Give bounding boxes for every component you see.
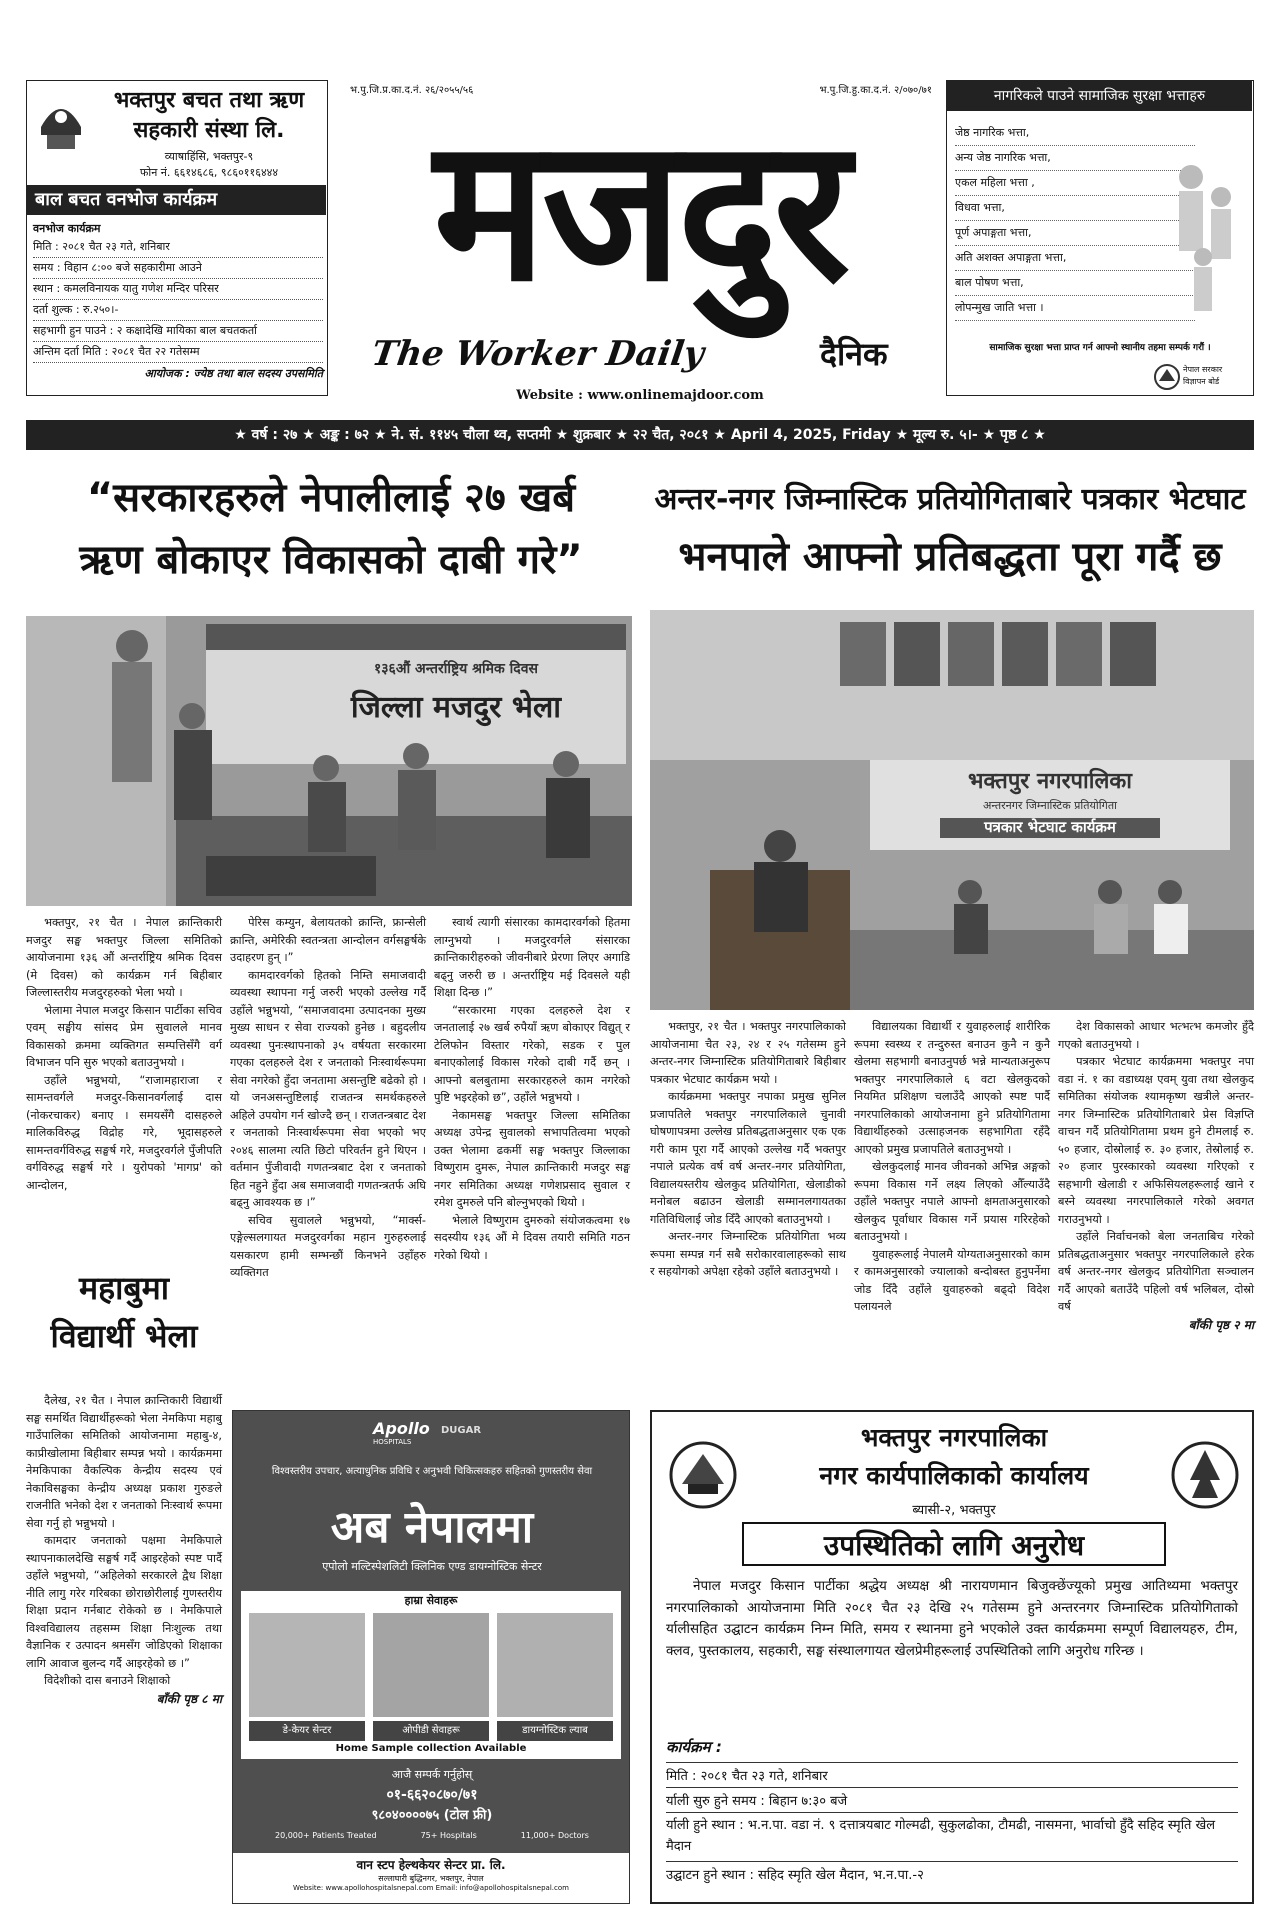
story2-paragraph: भक्तपुर, २१ चैत । भक्तपुर नगरपालिकाको आयोजनामा चैत २३, २४ र २५ गतेसम्म हुने अन्तर-नगर जिम्नास्टिक प्रतियोगिताबारे बिहीबार पत्रकार भेटघाट कार्यक्रम भयो । <box>650 1020 846 1086</box>
story2-banner-event: पत्रकार भेटघाट कार्यक्रम <box>940 818 1160 838</box>
service-label: ओपीडी सेवाहरू <box>373 1721 489 1741</box>
story1-paragraph: कामदारवर्गको हितको निम्ति समाजवादी व्यवस्था स्थापना गर्नु जरुरी भएको उल्लेख गर्दै उहाँले भन्नुभयो, “समाजवादमा उत्पादनका मुख्य मुख्य साधन र सेवा राज्यको हुनेछ । बहुदलीय व्यवस्था पुनःस्थापनाको ३५ वर्षयता सरकारमा गएका दलहरुले देश र जनताको निःस्वार्थरूपमा सेवा नगरेको हुँदा जनतामा असन्तुष्टि बढेको हो । यो जनअसन्तुष्टिलाई राजतन्त्र समर्थकहरुले अहिले उपयोग गर्न खोज्दै छन् । राजतन्त्रबाट देश र जनताको निःस्वार्थरूपमा सेवा भएको भए २०४६ सालमा त्यति छिटो परिवर्तन हुने थिएन । वर्तमान पुँजीवादी गणतन्त्रबाट देश र जनताको हित नहुने हुँदा अब समाजवादी गणतन्त्रतर्फ अघि बढ्नु आवश्यक छ ।” <box>230 968 426 1209</box>
notice-program-label: कार्यक्रम : <box>666 1738 722 1756</box>
municipality-logo-left <box>668 1440 738 1510</box>
story2-paragraph: अन्तर-नगर जिम्नास्टिक प्रतियोगिता भव्य रूपमा सम्पन्न गर्न सबै सरोकारवालाहरूको साथ र सहयोगको अपेक्षा रहेको उहाँले बताउनुभयो । <box>650 1230 846 1278</box>
dugar-logo <box>441 1425 501 1436</box>
story1-paragraph: उहाँले भन्नुभयो, “राजामहाराजा र सामन्तवर्गले मजदुर-किसानवर्गलाई दास (नोकरचाकर) बनाए । समयसँगै दासहरुले मालिकविरुद्ध विद्रोह गरे, भूदासहरुले सामन्तवर्गविरुद्ध सङ्घर्ष गरे, मजदुरवर्गले पुँजीपति वर्गविरुद्ध सङ्घर्ष गरे । युरोपको 'मागप्र' को आन्दोलन, <box>26 1073 222 1192</box>
allowance-item: जेष्ठ नागरिक भत्ता, <box>955 121 1195 146</box>
program-line: स्थान : कमलविनायक यातु गणेश मन्दिर परिसर <box>33 279 323 300</box>
notice-body: नेपाल मजदुर किसान पार्टीका श्रद्धेय अध्यक्ष श्री नारायणमान बिजुक्छेंज्यूको प्रमुख आतिथ्यमा भक्तपुर नगरपालिकाको आयोजनामा मिति २०८१ चैत २३ देखि २५ गतेसम्म हुने अन्तरनगर जिम्नास्टिक प्रतियोगिताको र्यालीसहित उद्घाटन कार्यक्रम निम्न मिति, समय र स्थानमा हुने भएकोले उक्त कार्यक्रममा सम्पूर्ण विद्यालयहरु, टीम, क्लव, पुस्तकालय, सहकारी, सङ्घ संस्थालगायत खेलप्रेमीहरूलाई उपस्थितिको लागि अनुरोध गरिन्छ । <box>666 1578 1238 1659</box>
apollo-logo <box>373 1419 433 1459</box>
story1-headline <box>26 472 636 586</box>
story2-paragraph: कार्यक्रममा भक्तपुर नपाका प्रमुख सुनिल प्रजापतिले भक्तपुर नगरपालिकाले चुनावी घोषणापत्रमा उल्लेख प्रतिबद्धताअनुसार एक एक गरी काम पूरा गर्दै आएको उल्लेख गर्दै भक्तपुर नपाले प्रत्येक वर्ष वर्ष अन्तर-नगर प्रतियोगिता, विद्यालयस्तरीय खेलकुद प्रतियोगिता, खेलाडीको मनोबल बढाउन खेलाडी सम्मानलगायतका गतिविधिलाई जोड दिँदै आएको बताउनुभयो । <box>650 1090 846 1226</box>
allowance-item: विधवा भत्ता, <box>955 196 1195 221</box>
stat-patients: 20,000+ Patients Treated <box>274 1831 377 1840</box>
social-security-list <box>955 121 1195 321</box>
story2-banner-title: भक्तपुर नगरपालिका <box>968 769 1132 794</box>
story3-headline-line2: विद्यार्थी भेला <box>50 1316 198 1355</box>
stat-hospitals: 75+ Hospitals <box>420 1831 477 1840</box>
story1-paragraph: भक्तपुर, २१ चैत । नेपाल क्रान्तिकारी मजदुर सङ्घ भक्तपुर जिल्ला समितिको आयोजनामा १३६ औं अन्तर्राष्ट्रिय श्रमिक दिवस (मे दिवस) को कार्यक्रम गर्न बिहीबार जिल्लास्तरीय मजदुरहरुको भेला भयो । <box>26 916 222 999</box>
apollo-brand: Apollo <box>373 1419 430 1438</box>
story1-column-2 <box>230 914 426 1282</box>
notice-org: भक्तपुर नगरपालिका <box>860 1423 1048 1452</box>
gov-label: नेपाल सरकार <box>1183 365 1223 374</box>
story1-paragraph: नेकामसङ्घ भक्तपुर जिल्ला समितिका अध्यक्ष उपेन्द्र सुवालको सभापतित्वमा भएको उक्त भेलामा ढकमीं सङ्घ भक्तपुर जिल्लाका विष्णुराम दुमरू, नेपाल क्रान्तिकारी मजदुर सङ्घ नगर समितिका अध्यक्ष गणेशप्रसाद सुवाल र रमेश दुमरुले पनि बोल्नुभएको थियो । <box>434 1108 630 1209</box>
program-row <box>666 1862 1238 1886</box>
apollo-tagline: विश्वस्तरीय उपचार, अत्याधुनिक प्रविधि र अनुभवी चिकित्सकहरु सहितको गुणस्तरीय सेवा <box>271 1466 593 1477</box>
program-line: दर्ता शुल्क : रु.२५०।- <box>33 300 323 321</box>
story2-column-2 <box>854 1018 1050 1316</box>
story2-paragraph: उहाँले निर्वाचनको बेला जनताबिच गरेको प्रतिबद्धताअनुसार भक्तपुर नगरपालिकाले हरेक वर्ष अन्तर-नगर खेलकुद प्रतियोगिता सञ्चालन गर्दै आएको बताउँदै पहिलो वर्ष भलिबल, दोस्रो वर्ष <box>1058 1230 1254 1313</box>
story2-paragraph: देश विकासको आधार भत्भत्भ कमजोर हुँदै गएको बताउनुभयो । <box>1058 1020 1254 1051</box>
apollo-ad <box>232 1410 630 1904</box>
story1-banner-subtitle: १३६औं अन्तर्राष्ट्रिय श्रमिक दिवस <box>373 661 538 677</box>
contact-phone-1[interactable]: ०१-६६२०८७०/७१ <box>386 1787 478 1803</box>
story1-column-1 <box>26 914 222 1194</box>
family-illustration <box>1163 137 1243 327</box>
social-security-title: नागरिकले पाउने सामाजिक सुरक्षा भत्ताहरु <box>947 81 1252 111</box>
story3-headline-line1: महाबुमा <box>78 1269 170 1307</box>
municipality-logo-right <box>1170 1440 1240 1510</box>
stat-doctors: 11,000+ Doctors <box>520 1831 589 1840</box>
program-line: सहभागी हुन पाउने : २ कक्षादेखि मायिका बाल बचतकर्ता <box>33 321 323 342</box>
masthead-subtitle-np: दैनिक <box>820 335 888 373</box>
story1-paragraph: सचिव सुवालले भन्नुभयो, “मार्क्स-एङ्गेल्सलगायत मजदुरवर्गका महान गुरुहरुलाई यसकारण हामी सम्भन्छौं किनभने उहाँहरु व्यक्तिगत <box>230 1213 426 1279</box>
program-line: अन्तिम दर्ता मिति : २०८१ चैत २२ गतेसम्म <box>33 342 323 363</box>
story3-continued: बाँकी पृष्ठ ८ मा <box>156 1691 222 1706</box>
story1-paragraph: “सरकारमा गएका दलहरुले देश र जनतालाई २७ खर्ब रुपैयाँ ऋण बोकाएर विद्युत् र टेलिफोन विस्तार गरेको, सडक र पुल बनाएकोलाई विकास गरेको दाबी गर्दै छन् । आफ्नो बलबुतामा सरकारहरुले काम नगरेको पुष्टि भइरहेको छ”, उहाँले भन्नुभयो । <box>434 1003 630 1104</box>
apollo-stats <box>253 1831 611 1840</box>
program-row <box>666 1763 1238 1788</box>
program-row <box>666 1813 1238 1862</box>
program-row-text: मिति : २०८१ चैत २३ गते, शनिबार <box>666 1769 828 1784</box>
cooperative-address: व्याषाहिंसि, भक्तपुर-९ <box>164 150 254 163</box>
story3-paragraph: दैलेख, २१ चैत । नेपाल क्रान्तिकारी विद्यार्थी सङ्घ समर्थित विद्यार्थीहरूको भेला नेमकिपा महाबु गाउँपालिका समितिको आयोजनामा महाबु-४, काप्रीखोलामा बिहीबार सम्पन्न भयो । कार्यक्रममा नेमकिपाका वैकल्पिक केन्द्रीय सदस्य एवं नेकाविसङ्घका केन्द्रीय अध्यक्ष प्रकाश गुरुङले राजनीति भनेको देश र जनताको निःस्वार्थ रूपमा सेवा गर्नु हो भन्नुभयो । <box>26 1394 222 1530</box>
story3-body <box>26 1392 222 1708</box>
story1-paragraph: भेलाले विष्णुराम दुमरुको संयोजकत्वमा १७ सदस्यीय १३६ औं मे दिवस तयारी समिति गठन गरेको थियो । <box>434 1213 630 1262</box>
nepal-emblem-icon <box>1153 363 1181 391</box>
apollo-subtitle: एपोलो मल्टिस्पेशलिटी क्लिनिक एण्ड डायग्नोस्टिक सेन्टर <box>322 1560 542 1573</box>
program-line: वनभोज कार्यक्रम <box>33 222 101 235</box>
allowance-item: लोपन्मुख जाति भत्ता । <box>955 296 1195 321</box>
service-label: डायग्नोस्टिक ल्याब <box>497 1721 613 1741</box>
story2-paragraph: खेलकुदलाई मानव जीवनको अभिन्न अङ्गको रूपमा विकास गर्ने लक्ष्य लिएको औँल्याउँदै उहाँले भक्तपुर नपाले आफ्नो क्षमताअनुसारको खेलकुद पूर्वाधार विकास गर्ने प्रयास गरिरहेको बताउनुभयो । <box>854 1160 1050 1243</box>
story3-paragraph: कामदार जनताको पक्षमा नेमकिपाले स्थापनाकालदेखि सङ्घर्ष गर्दै आइरहेको स्पष्ट पार्दै उहाँले भन्नुभयो, “अहिलेको सरकारले द्वैध शिक्षा नीति लागु गरेर गरिबका छोराछोरीलाई गुणस्तरीय शिक्षा प्रदान गर्नबाट रोकेको छ । नेमकिपाले विश्वविद्यालय तहसम्म शिक्षा निःशुल्क तथा वैज्ञानिक र उत्पादन श्रमसँग जोडिएको शिक्षाका लागि आवाज बुलन्द गर्दै आइरहेको छ ।” <box>26 1534 222 1670</box>
story1-paragraph: पेरिस कम्युन, बेलायतको क्रान्ति, फ्रान्सेली क्रान्ति, अमेरिकी स्वतन्त्रता आन्दोलन वर्गसङ्घर्षके उदाहरण हुन् ।” <box>230 916 426 964</box>
story3-paragraph: विदेशीको दास बनाउने शिक्षाको <box>44 1674 171 1687</box>
story1-paragraph: स्वार्थ त्यागी संसारका कामदारवर्गको हितमा लाग्नुभयो । मजदुरवर्गले संसारका क्रान्तिकारीहरुको जीवनीबारे प्रेरणा लिएर अगाडि बढ्नु जरुरी छ । अन्तर्राष्ट्रिय मई दिवसले यही शिक्षा दिन्छ ।” <box>434 916 630 999</box>
masthead-title: मजदुर <box>433 95 847 326</box>
service-image-daycare <box>249 1613 365 1717</box>
program-line: समय : विहान ८:०० बजे सहकारीमा आउने <box>33 258 323 279</box>
contact-title: आजै सम्पर्क गर्नुहोस् <box>391 1768 473 1781</box>
notice-address: ब्यासी-२, भक्तपुर <box>912 1503 996 1518</box>
story2-banner-subtitle: अन्तरनगर जिम्नास्टिक प्रतियोगिता <box>983 799 1117 812</box>
program-details <box>33 221 323 382</box>
cooperative-phone: फोन नं. ६६१४६८६, ९८६०११६४४४ <box>139 166 279 179</box>
story1-headline-line1: “सरकारहरुले नेपालीलाई २७ खर्ब <box>86 475 576 521</box>
allowance-item: अति अशक्त अपाङ्गता भत्ता, <box>955 246 1195 271</box>
cooperative-name: भक्तपुर बचत तथा ऋण <box>113 88 305 113</box>
apollo-footer-name: वान स्टप हेल्थकेयर सेन्टर प्रा. लि. <box>356 1858 506 1872</box>
allowance-item: पूर्ण अपाङ्गता भत्ता, <box>955 221 1195 246</box>
apollo-footer <box>233 1853 629 1903</box>
apollo-brand-sub: HOSPITALS <box>373 1438 412 1446</box>
program-title: बाल बचत वनभोज कार्यक्रम <box>27 185 326 215</box>
contact-phone-2[interactable]: ९८०४००००७५ (टोल फ्री) <box>371 1808 493 1823</box>
website[interactable]: Website : www.onlinemajdoor.com <box>516 388 764 403</box>
social-security-footer: सामाजिक सुरक्षा भत्ता प्राप्त गर्न आफ्नो स्थानीय तहमा सम्पर्क गरौं । <box>989 343 1211 353</box>
program-row-text: र्याली सुरु हुने समय : बिहान ७:३० बजे <box>666 1794 848 1809</box>
services-title: हाम्रा सेवाहरू <box>404 1594 458 1607</box>
allowance-item: बाल पोषण भत्ता, <box>955 271 1195 296</box>
story1-paragraph: भेलामा नेपाल मजदुर किसान पार्टीका सचिव एवम् सङ्घीय सांसद प्रेम सुवालले मानव विकासको क्रममा व्यक्तिगत सम्पत्तिसँगै वर्ग विभाजन पनि सुरु भएको बताउनुभयो । <box>26 1003 222 1069</box>
story2-paragraph: विद्यालयका विद्यार्थी र युवाहरुलाई शारीरिक रूपमा स्वस्थ्य र तन्दुरुस्त बनाउन कुनै न कुनै खेलमा सहभागी बनाउनुपर्छ भन्ने मान्यताअनुरूप भक्तपुर नगरपालिकाले ६ वटा खेलकुदको नियमित प्रशिक्षण चलाउँदै आएको स्पष्ट पार्दै नगरपालिकाको आयोजनामा हुने प्रतियोगितामा विद्यार्थीहरुको उत्साहजनक सहभागिता रहँदै आएको प्रमुख प्रजापतिले बताउनुभयो । <box>854 1020 1050 1156</box>
story2-paragraph: पत्रकार भेटघाट कार्यक्रममा भक्तपुर नपा वडा नं. १ का वडाध्यक्ष एवम् युवा तथा खेलकुद समितिका संयोजक श्यामकृष्ण खत्रीले अन्तर-नगर जिम्नास्टिक प्रतियोगिताबारे प्रेस विज्ञप्ति वाचन गर्दै प्रतियोगितामा प्रथम हुने टीमलाई रु. ५० हजार, दोस्रोलाई रु. ३० हजार, तेस्रोलाई रु. २० हजार पुरस्कारको व्यवस्था गरिएको र सहभागी खेलाडी र अफिसियलहरूलाई खाने र बस्ने व्यवस्था नगरपालिकाले गरेको अवगत गराउनुभयो । <box>1058 1055 1254 1226</box>
story1-headline-line2: ऋण बोकाएर विकासको दाबी गरे” <box>79 537 583 583</box>
cooperative-logo <box>33 87 89 157</box>
story2-paragraph: युवाहरूलाई नेपालमै योग्यताअनुसारको काम र कामअनुसारको ज्यालाको बन्दोबस्त हुनुपर्नेमा जोड दिँदै उहाँले युवाहरुको बढ्दो विदेश पलायनले <box>854 1247 1050 1313</box>
story2-headline-line1: अन्तर-नगर जिम्नास्टिक प्रतियोगिताबारे पत्रकार भेटघाट <box>654 482 1246 517</box>
program-row-text: उद्घाटन हुने स्थान : सहिद स्मृति खेल मैदान, भ.न.पा.-२ <box>666 1867 924 1883</box>
program-row <box>666 1788 1238 1813</box>
story1-photo <box>26 616 632 906</box>
cooperative-ad <box>26 80 328 396</box>
story3-headline <box>26 1268 222 1357</box>
allowance-item: एकल महिला भत्ता , <box>955 171 1195 196</box>
story2-headline <box>646 480 1254 583</box>
dateline-bar: ★ वर्ष : २७ ★ अङ्क : ७२ ★ ने. सं. ११४५ चौला थ्व, सप्तमी ★ शुक्रबार ★ २२ चैत, २०८१ ★ April 4, 2025, Friday ★ मूल्य रु. ५।- ★ पृष्ठ ८ ★ <box>26 420 1254 450</box>
dugar-brand: DUGAR <box>441 1425 482 1436</box>
story2-column-3 <box>1058 1018 1254 1334</box>
allowance-item: अन्य जेष्ठ नागरिक भत्ता, <box>955 146 1195 171</box>
notice-title: उपस्थितिको लागि अनुरोध <box>742 1522 1166 1566</box>
notice-program-table <box>666 1762 1238 1886</box>
municipality-notice <box>650 1410 1254 1904</box>
registration-left: भ.पु.जि.प्र.का.द.नं. २६/२०५५/५६ <box>350 85 474 96</box>
masthead-subtitle-en: The Worker Daily <box>369 334 707 374</box>
cooperative-name-2: सहकारी संस्था लि. <box>133 118 285 143</box>
dept-label: विज्ञापन बोर्ड <box>1183 377 1220 386</box>
registration-right: भ.पु.जि.हु.का.द.नं. २/०७०/७१ <box>819 85 932 96</box>
service-image-lab <box>497 1613 613 1717</box>
program-row-text: र्याली हुने स्थान : भ.न.पा. वडा नं. ९ दत्तात्रयबाट गोल्मढी, सुकुलढोका, टौमढी, नासमना, भार्वाचो हुँदै सहिद स्मृति खेल मैदान <box>666 1818 1216 1854</box>
notice-office: नगर कार्यपालिकाको कार्यालय <box>819 1461 1089 1490</box>
apollo-footer-address: सल्लाघारी बुद्धिनगर, भक्तपुर, नेपाल <box>378 1874 484 1883</box>
story1-banner-title: जिल्ला मजदुर भेला <box>350 690 562 725</box>
apollo-services-panel <box>241 1591 621 1759</box>
program-line: मिति : २०८१ चैत २३ गते, शनिबार <box>33 237 323 258</box>
apollo-headline: अब नेपालमा <box>330 1502 534 1553</box>
apollo-footer-web[interactable]: Website: www.apollohospitalsnepal.com Email: info@apollohospitalsnepal.com <box>293 1884 569 1892</box>
story2-headline-line2: भनपाले आफ्नो प्रतिबद्धता पूरा गर्दै छ <box>678 534 1222 580</box>
story2-continued: बाँकी पृष्ठ २ मा <box>1188 1317 1254 1332</box>
story2-photo <box>650 610 1254 1010</box>
social-security-ad <box>946 80 1254 396</box>
organizer: आयोजक : ज्येष्ठ तथा बाल सदस्य उपसमिति <box>144 366 323 380</box>
story2-column-1 <box>650 1018 846 1281</box>
service-label: डे-केयर सेन्टर <box>249 1721 365 1741</box>
service-image-opd <box>373 1613 489 1717</box>
story1-column-3 <box>434 914 630 1264</box>
home-sample-note: Home Sample collection Available <box>335 1743 527 1754</box>
